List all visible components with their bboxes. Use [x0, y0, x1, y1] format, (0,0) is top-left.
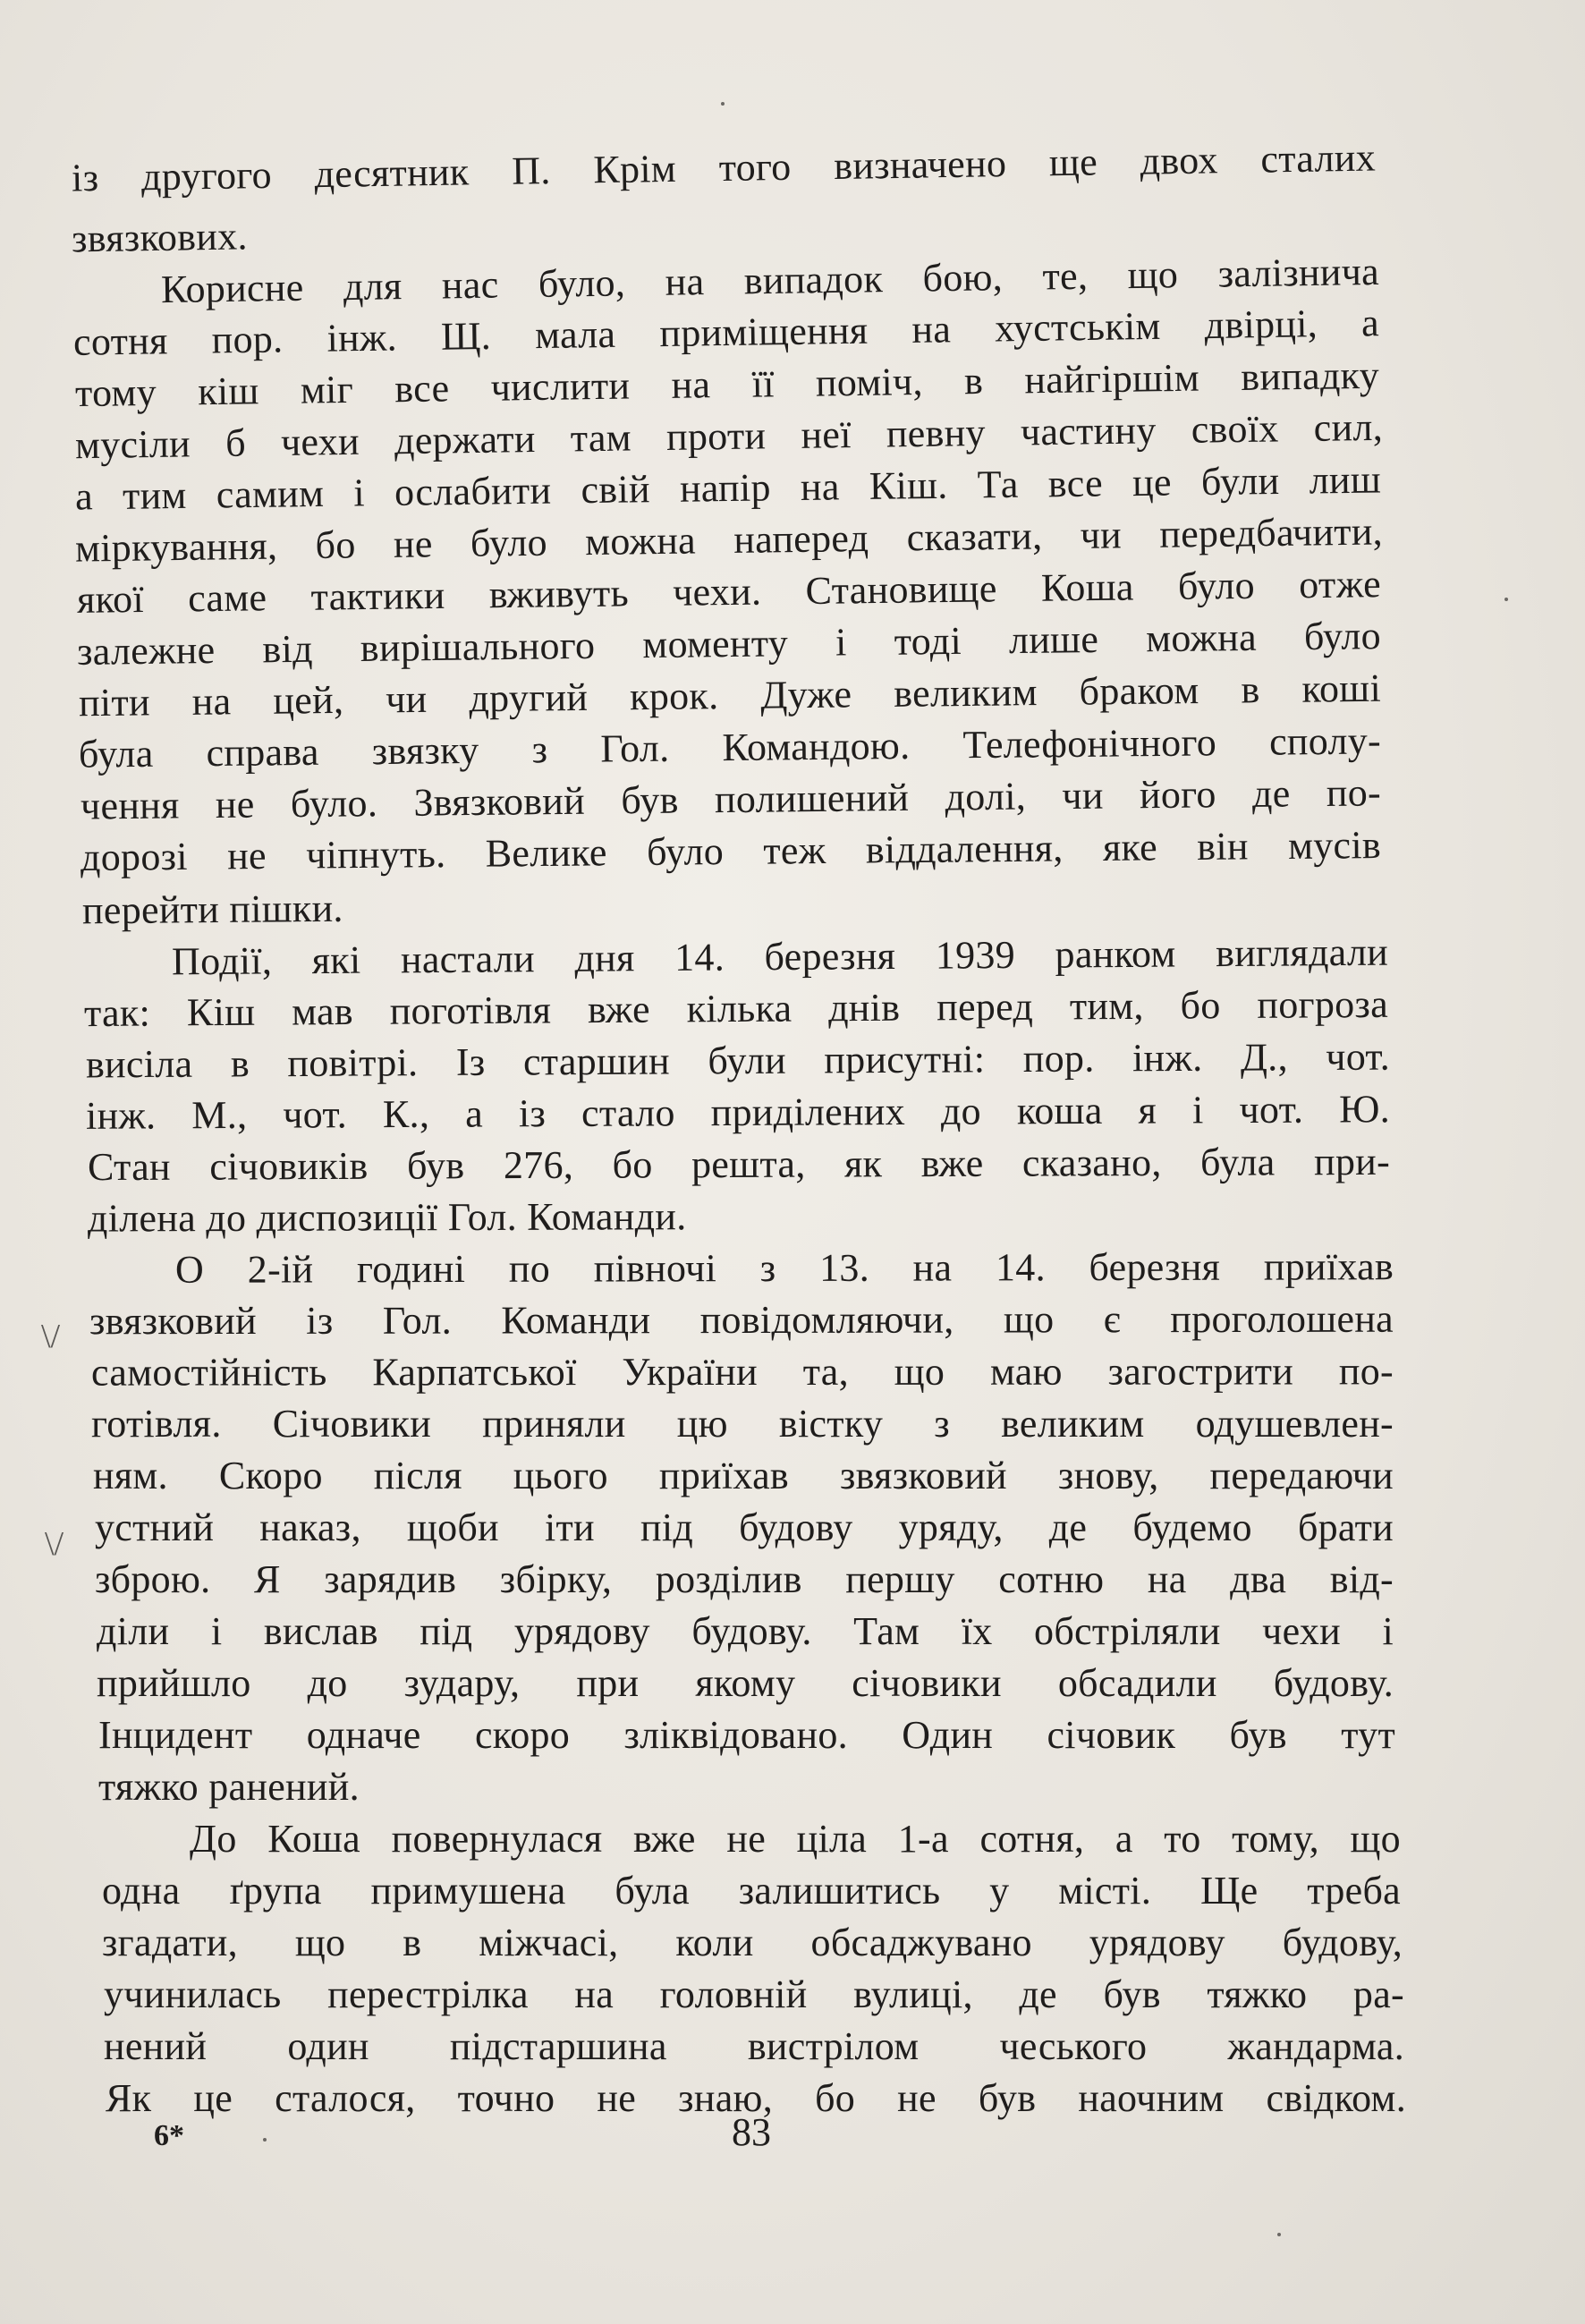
text-line: Стан січовиків був 276, бо решта, як вже сказано, була при- — [87, 1139, 1391, 1190]
text-line: перейти пішки. — [81, 886, 343, 933]
text-line: тому кіш міг все числити на її поміч, в найгіршім випадку — [74, 352, 1380, 416]
text-line: готівля. Січовики приняли цю вістку з великим одушевлен- — [91, 1402, 1394, 1446]
text-line: дорозі не чіпнуть. Велике було теж віддалення, яке він мусів — [80, 823, 1382, 879]
text-line: чення не було. Звязковий був полишений долі, чи його де по- — [80, 770, 1382, 828]
text-line: Як це сталося, точно не знаю, бо не був наочним свідком. — [106, 2076, 1406, 2120]
signature-mark: 6* — [154, 2119, 184, 2152]
text-line: О 2-ій годині по півночі з 13. на 14. березня приїхав — [174, 1244, 1394, 1292]
paper-speck — [1504, 598, 1508, 601]
text-line: міркування, бо не було можна наперед сказати, чи передбачити, — [74, 509, 1384, 571]
margin-check-mark: \/ — [45, 1525, 64, 1563]
text-line: устний наказ, щоби іти під будову уряду, де будемо брати — [95, 1506, 1394, 1549]
text-line: залежне від вирішального моменту і тоді лише можна було — [76, 614, 1382, 674]
text-line: а тим самим і ослабити свій напір на Кіш. Та все це були лиш — [74, 457, 1382, 519]
text-line: інж. М., чот. К., а із стало приділених до коша я і чот. Ю. — [85, 1087, 1391, 1138]
text-line: тяжко ранений. — [98, 1765, 360, 1809]
text-line: так: Кіш мав поготівля вже кілька днів перед тим, бо погроза — [83, 981, 1389, 1036]
text-line: була справа звязку з Гол. Командою. Телефонічного сполу- — [78, 718, 1382, 776]
text-line: із другого десятник П. Крім того визначено ще двох сталих — [71, 135, 1377, 200]
text-line: Корисне для нас було, на випадок бою, те, що залізнича — [160, 249, 1380, 312]
text-line: учинилась перестрілка на головній вулиці, де був тяжко ра- — [104, 1972, 1404, 2016]
margin-check-mark: \/ — [41, 1318, 61, 1355]
paper-speck — [721, 102, 725, 106]
text-line: прийшло до зудару, при якому січовики обсадили будову. — [97, 1661, 1394, 1705]
text-line: якої саме тактики вживуть чехи. Становище Коша було отже — [76, 562, 1382, 622]
text-line: згадати, що в міжчасі, коли обсаджувано урядову будову, — [102, 1921, 1403, 1964]
page-number: 83 — [732, 2110, 771, 2154]
text-line: піти на цей, чи другий крок. Дуже великим браком в коші — [78, 666, 1382, 725]
text-line: нений один підстаршина вистрілом чеського жандарма. — [104, 2024, 1404, 2068]
text-line: одна ґрупа примушена була залишитись у місті. Ще треба — [102, 1869, 1401, 1913]
text-line: Події, які настали дня 14. березня 1939 ранком виглядали — [171, 929, 1389, 984]
text-line: самостійність Карпатської України та, що маю загострити по- — [90, 1349, 1394, 1395]
text-line: мусіли б чехи держати там проти неї певну частину своїх сил, — [74, 404, 1384, 468]
text-line: звязковий із Гол. Команди повідомляючи, що є проголошена — [89, 1296, 1394, 1344]
text-line: висіла в повітрі. Із старшин були присутні: пор. інж. Д., чот. — [85, 1034, 1391, 1087]
text-line: зброю. Я зарядив збірку, розділив першу сотню на два від- — [95, 1557, 1394, 1601]
paper-speck — [263, 2138, 267, 2142]
text-line: звязкових. — [71, 214, 249, 261]
paper-speck — [1277, 2233, 1281, 2236]
text-line: діли і вислав під урядову будову. Там їх обстріляли чехи і — [97, 1609, 1394, 1653]
text-line: ділена до диспозиції Гол. Команди. — [87, 1194, 687, 1241]
text-line: сотня пор. інж. Щ. мала приміщення на хустськім двірці, а — [72, 301, 1380, 364]
text-line: Інцидент одначе скоро зліквідовано. Один січовик був тут — [98, 1713, 1395, 1757]
text-line: ням. Скоро після цього приїхав звязковий знову, передаючи — [93, 1454, 1394, 1497]
text-line: До Коша повернулася вже не ціла 1-а сотня, а то тому, що — [190, 1817, 1401, 1861]
